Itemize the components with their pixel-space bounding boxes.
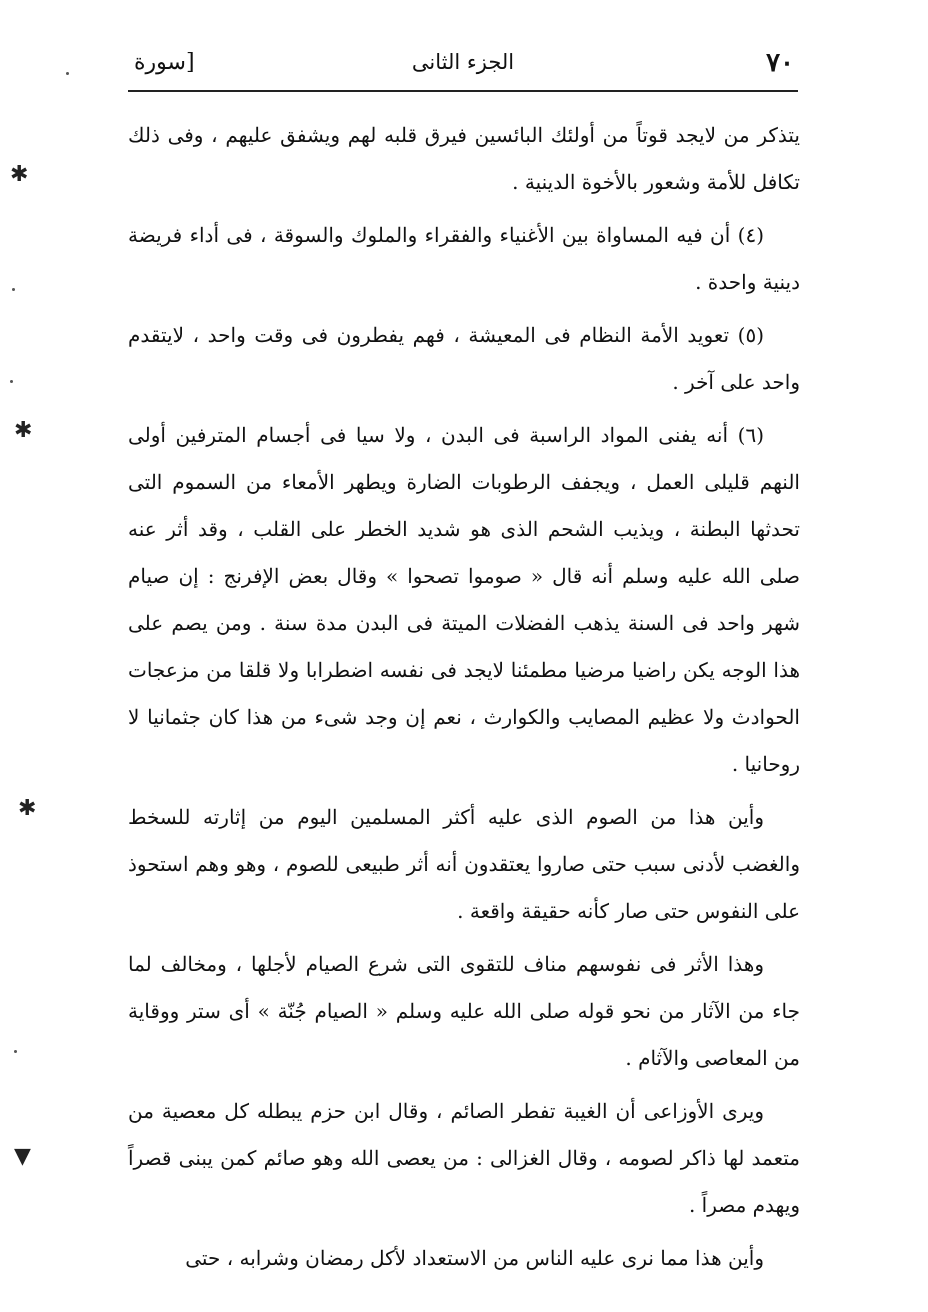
margin-ornament-icon: ▼	[14, 1144, 31, 1169]
paragraph-point-4: (٤) أن فيه المساواة بين الأغنياء والفقراء والملوك والسوقة ، فى أداء فريضة دينية واحدة .	[128, 223, 800, 294]
paragraph-ramadan-preparation: وأين هذا مما نرى عليه الناس من الاستعداد لأكل رمضان وشرابه ، حتى	[185, 1246, 764, 1270]
surah-label: [سورة	[134, 50, 195, 75]
running-header	[128, 44, 798, 92]
paragraph-fasting-anger: وأين هذا من الصوم الذى عليه أكثر المسلمين اليوم من إثارته للسخط والغضب لأدنى سبب حتى صاروا يعتقدون أنه أثر طبيعى للصوم ، وهو وهم استحوذ على النفوس حتى صار كأنه حقيقة واقعة .	[128, 805, 800, 923]
margin-ornament-icon: ✱	[10, 162, 29, 187]
body-text	[128, 112, 800, 1288]
paragraph-point-5: (٥) تعويد الأمة النظام فى المعيشة ، فهم يفطرون فى وقت واحد ، لايتقدم واحد على آخر .	[128, 323, 800, 394]
paragraph-continuation: يتذكر من لايجد قوتاً من أولئك البائسين فيرق قلبه لهم ويشفق عليهم ، وفى ذلك تكافل للأمة وشعور بالأخوة الدينية .	[128, 123, 800, 194]
paragraph-backbiting: ويرى الأوزاعى أن الغيبة تفطر الصائم ، وقال ابن حزم يبطله كل معصية من متعمد لها ذاكر لصومه ، وقال الغزالى : من يعصى الله وهو صائم كمن يبنى قصراً ويهدم مصراً .	[128, 1099, 800, 1217]
part-title: الجزء الثانى	[411, 50, 515, 74]
margin-ornament-icon: ✱	[18, 796, 37, 821]
speck	[12, 288, 15, 291]
speck	[66, 72, 69, 75]
paragraph-point-6: (٦) أنه يفنى المواد الراسبة فى البدن ، ولا سيا فى أجسام المترفين أولى النهم قليلى العمل ، ويجفف الرطوبات الضارة ويطهر الأمعاء من السموم التى تحدثها البطنة ، ويذيب الشحم الذى هو شديد الخطر على القلب ، وقد أثر عنه صلى الله عليه وسلم أنه قال « صوموا تصحوا » وقال بعض الإفرنج : إن صيام شهر واحد فى السنة يذهب الفضلات الميتة فى البدن مدة سنة . ومن يصم على هذا الوجه يكن راضيا مرضيا مطمئنا لايجد فى نفسه اضطرابا ولا قلقا من مزعجات الحوادث ولا عظيم المصايب والكوارث ، نعم إن وجد شىء من هذا كان جثمانيا لا روحانيا .	[128, 423, 800, 776]
margin-ornament-icon: ✱	[14, 418, 33, 443]
paragraph-fasting-shield: وهذا الأثر فى نفوسهم مناف للتقوى التى شرع الصيام لأجلها ، ومخالف لما جاء من الآثار من نحو قوله صلى الله عليه وسلم « الصيام جُنّة » أى ستر ووقاية من المعاصى والآثام .	[128, 952, 800, 1070]
speck	[10, 380, 13, 383]
speck	[14, 1050, 17, 1053]
page-number: ٧٠	[766, 48, 794, 78]
